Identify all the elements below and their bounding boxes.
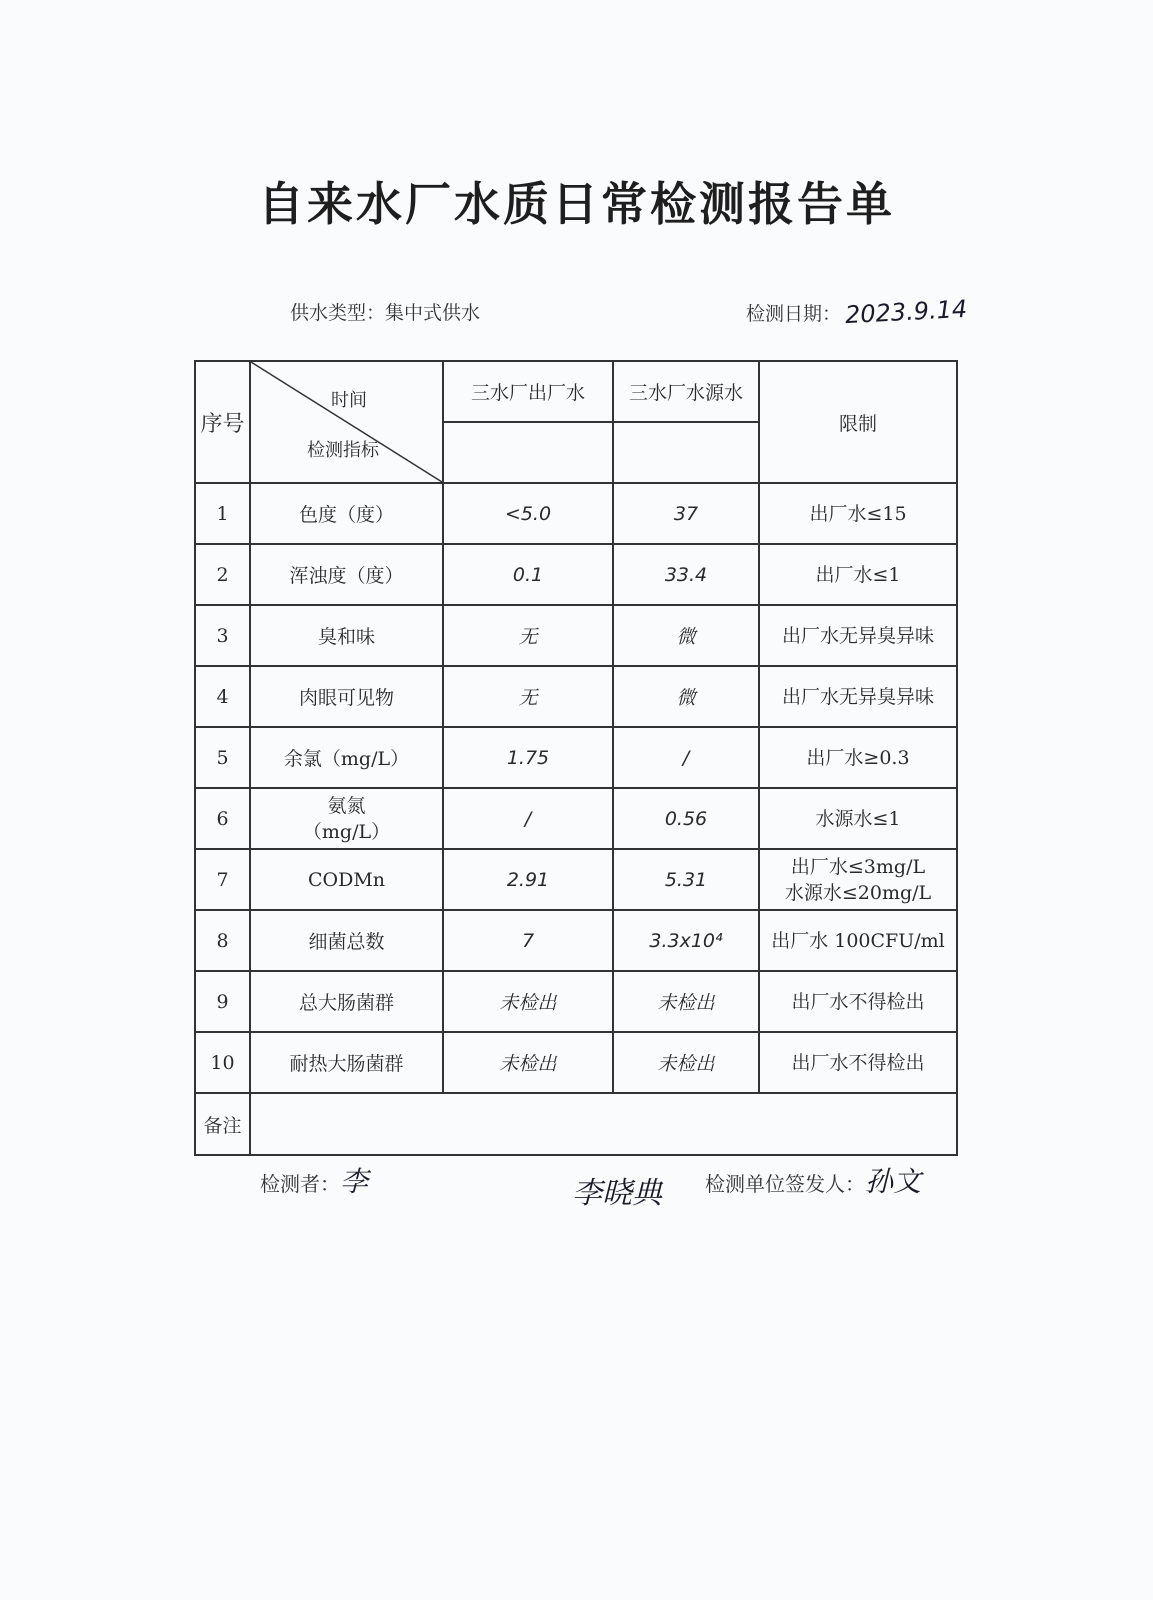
limit-line: 出厂水≤3mg/L [790,855,926,878]
row-value-outlet: 无 [443,605,613,666]
row-limit: 出厂水≤1 [759,544,957,605]
col2-subheader [613,422,759,483]
row-value-outlet: 未检出 [443,1032,613,1093]
table-row [195,605,957,666]
issuer-label: 检测单位签发人： [705,1172,865,1196]
indicator-unit: （mg/L） [302,820,391,843]
row-value-outlet: 未检出 [443,971,613,1032]
row-value-outlet: 2.91 [443,849,613,910]
supply-type-value: 集中式供水 [385,302,481,324]
row-value-source: 微 [613,605,759,666]
row-indicator: 余氯（mg/L） [250,727,443,788]
row-indicator: 细菌总数 [250,910,443,971]
row-value-source: 未检出 [613,1032,759,1093]
row-seq: 5 [195,727,250,788]
col1-header: 三水厂出厂水 [443,361,613,422]
diagonal-line [251,362,442,482]
second-tester-signature: 李晓典 [572,1176,662,1211]
limit-line: 水源水≤20mg/L [784,881,932,904]
row-limit: 水源水≤1 [759,788,957,849]
row-indicator: 色度（度） [250,483,443,544]
issuer-signature-block [705,1160,921,1200]
row-value-source: 0.56 [613,788,759,849]
row-value-source: / [613,727,759,788]
row-limit [759,849,957,910]
table-row [195,727,957,788]
row-limit: 出厂水不得检出 [759,971,957,1032]
row-indicator: 总大肠菌群 [250,971,443,1032]
report-title: 自来水厂水质日常检测报告单 [258,177,895,231]
row-limit: 出厂水≥0.3 [759,727,957,788]
row-seq: 2 [195,544,250,605]
row-seq: 8 [195,910,250,971]
row-indicator: 肉眼可见物 [250,666,443,727]
row-indicator: CODMn [250,849,443,910]
row-seq: 1 [195,483,250,544]
row-seq: 6 [195,788,250,849]
report-table [194,360,958,1156]
remark-row [195,1093,957,1155]
row-seq: 9 [195,971,250,1032]
seq-header: 序号 [195,361,250,483]
row-value-source: 未检出 [613,971,759,1032]
row-indicator [250,788,443,849]
table-row [195,1032,957,1093]
test-date [746,294,968,330]
supply-type-label: 供水类型： [290,302,386,324]
row-indicator: 浑浊度（度） [250,544,443,605]
tester-signature-block [260,1160,368,1200]
row-seq: 4 [195,666,250,727]
row-indicator: 臭和味 [250,605,443,666]
row-value-source: 33.4 [613,544,759,605]
table-row [195,544,957,605]
table-row [195,788,957,849]
test-date-label: 检测日期： [746,303,842,325]
row-limit: 出厂水无异臭异味 [759,605,957,666]
row-value-outlet: 1.75 [443,727,613,788]
row-value-outlet: / [443,788,613,849]
row-value-source: 微 [613,666,759,727]
col2-header: 三水厂水源水 [613,361,759,422]
row-value-source: 3.3x10⁴ [613,910,759,971]
table-row [195,666,957,727]
row-value-outlet: 无 [443,666,613,727]
table-row [195,971,957,1032]
row-seq: 3 [195,605,250,666]
time-header: 时间 [331,390,367,411]
row-seq: 10 [195,1032,250,1093]
row-value-source: 37 [613,483,759,544]
indicator-header: 检测指标 [307,440,379,461]
table-row [195,910,957,971]
row-value-outlet: <5.0 [443,483,613,544]
limit-header: 限制 [759,361,957,483]
indicator-line: 氨氮 [327,794,366,817]
tester-signature: 李 [340,1165,369,1198]
issuer-signature: 孙文 [865,1165,922,1198]
diagonal-header [250,361,443,483]
table-row [195,483,957,544]
tester-label: 检测者： [260,1172,340,1196]
remark-field [250,1093,957,1155]
col1-subheader [443,422,613,483]
row-limit: 出厂水不得检出 [759,1032,957,1093]
supply-type [290,298,480,325]
row-limit: 出厂水 100CFU/ml [759,910,957,971]
row-value-outlet: 0.1 [443,544,613,605]
row-limit: 出厂水≤15 [759,483,957,544]
row-indicator: 耐热大肠菌群 [250,1032,443,1093]
test-date-value: 2023.9.14 [844,294,968,330]
remark-label: 备注 [195,1093,250,1155]
row-seq: 7 [195,849,250,910]
row-value-source: 5.31 [613,849,759,910]
row-limit: 出厂水无异臭异味 [759,666,957,727]
row-value-outlet: 7 [443,910,613,971]
table-row [195,849,957,910]
